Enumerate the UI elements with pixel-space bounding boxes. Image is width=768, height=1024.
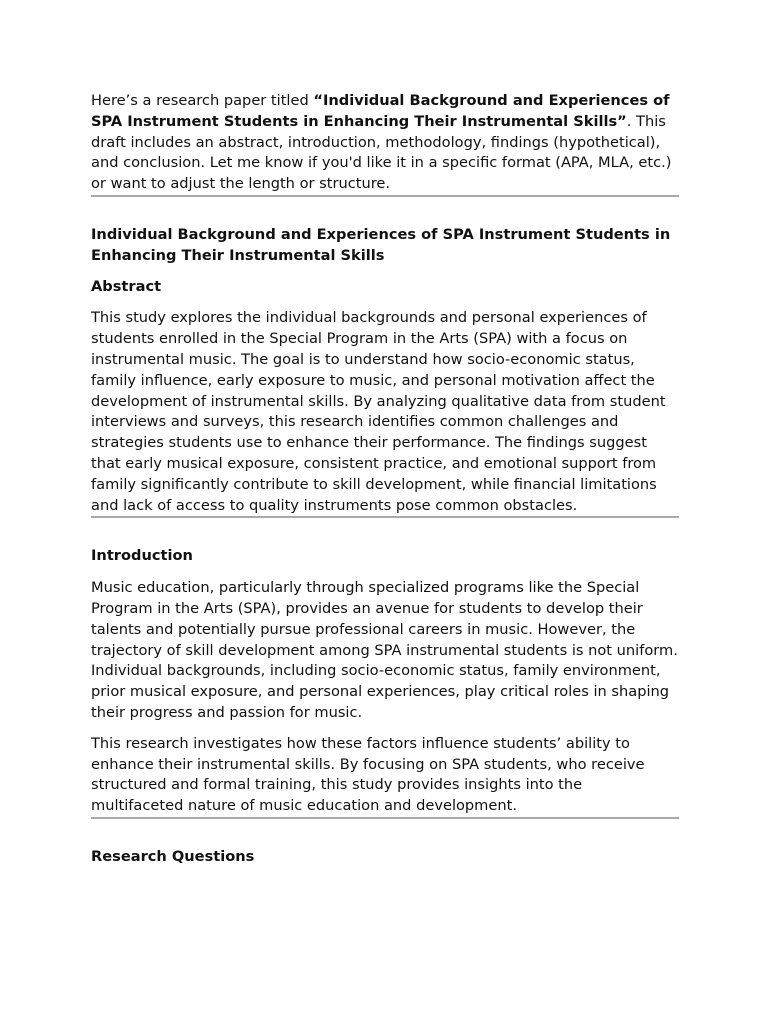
paper-title: Individual Background and Experiences of SPA Instrument Students in Enhancing Their Instrumental Skills <box>91 225 671 264</box>
introduction-paragraph-1: Music education, particularly through specialized programs like the Special Program in the Arts (SPA), provides an avenue for students to develop their talents and potentially pursue professional careers in music. However, the trajectory of skill development among SPA instrumental students is not uniform. Individual backgrounds, including socio-economic status, family environment, prior musical exposure, and personal experiences, play critical roles in shaping their progress and passion for music. <box>91 579 678 721</box>
research-questions-heading: Research Questions <box>91 847 255 865</box>
introduction-heading: Introduction <box>91 547 193 565</box>
preamble-lead: Here’s a research paper titled <box>91 92 314 109</box>
document-page <box>91 91 679 868</box>
preamble-description: . This draft includes an abstract, introduction, methodology, findings (hypothetical), and conclusion. Let me know if you'd like it in a specific format (APA, MLA, etc.) or want to adjust the length or structure. <box>91 112 672 193</box>
section-divider <box>91 817 679 819</box>
abstract-body: This study explores the individual backgrounds and personal experiences of students enrolled in the Special Program in the Arts (SPA) with a focus on instrumental music. The goal is to understand how socio-economic status, family influence, early exposure to music, and personal motivation affect the development of instrumental skills. By analyzing qualitative data from student interviews and surveys, this research identifies common challenges and strategies students use to enhance their performance. The findings suggest that early musical exposure, consistent practice, and emotional support from family significantly contribute to skill development, while financial limitations and lack of access to quality instruments pose common obstacles. <box>91 309 666 514</box>
introduction-paragraph-2: This research investigates how these factors influence students’ ability to enhance their instrumental skills. By focusing on SPA students, who receive structured and formal training, this study provides insights into the multifaceted nature of music education and development. <box>91 734 645 815</box>
preamble-title: “Individual Background and Experiences of SPA Instrument Students in Enhancing Their Instrumental Skills” <box>91 92 670 130</box>
abstract-heading: Abstract <box>91 277 162 295</box>
preamble-paragraph <box>91 91 679 195</box>
section-divider <box>91 516 679 518</box>
section-divider <box>91 195 679 197</box>
